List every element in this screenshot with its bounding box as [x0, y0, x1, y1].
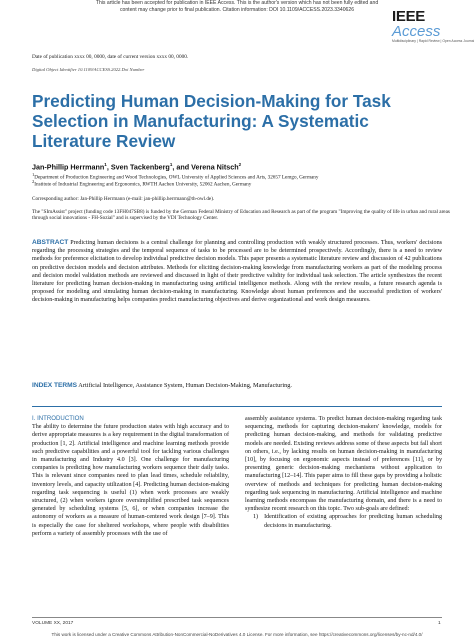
left-column — [32, 415, 229, 538]
logo-access: Access — [392, 23, 441, 40]
affiliation-2 — [32, 179, 452, 188]
author-2: Sven Tackenberg — [110, 162, 170, 172]
author-3-sup: 2 — [238, 162, 242, 167]
footer-divider — [32, 617, 442, 618]
abstract-text: Predicting human decisions is a central challenge for planning and controlling production with weakly structured processes. Thus, workers' decisions regarding the processing strategies and the temporal sequence of tasks to be processed are to be determined prospectively. Accordingly, there is a need to review methods for preference elicitation to develop individual predictive decision models. This paper presents a systematic literature review and discussion of 42 publications on predictive decision models and decision attributes. Methods for eliciting decision-making knowledge from manufacturing workers as part of the modeling process and decision model validation methods are reviewed and discussed in light of their predictive validity for individual task selection. The article synthesizes the recent literature for predicting human decision-making in manufacturing using artificial intelligence methods. Along with the review results, a future research agenda is proposed for modeling and simulating human decision-making in manufacturing. Knowledge about human preferences and the successful prediction of workers' decision-making in manufacturing helps companies predict manufacturing objectives and derive organizational and work design measures. — [32, 240, 442, 304]
section-divider — [32, 406, 442, 407]
footer-page-number: 1 — [438, 621, 441, 626]
aff2-text: Institute of Industrial Engineering and Ergonomics, RWTH Aachen University, 52062 Aachen, Germany — [34, 181, 252, 188]
abstract-label: ABSTRACT — [32, 239, 69, 246]
abstract — [32, 239, 442, 305]
list-item-text: Identification of existing approaches for predicting human scheduling decisions in manufacturing. — [264, 514, 442, 529]
logo-ieee: IEEE — [392, 8, 425, 25]
author-1-sup: 1 — [104, 162, 107, 167]
license-notice: This work is licensed under a Creative Commons Attribution-NonCommercial-NoDerivatives 4.0 License. For more information, see https://creativecommons.org/licenses/by-nc-nd/4.0/ — [51, 632, 423, 637]
funding-note: The "SImAssist" project (funding code 13FH047SB8) is funded by the German Federal Ministry of Education and Research as part of the program "Improving the quality of life in urban and rural areas through social innovations - FH-Sozial" and is supervised by the VDI Technology Center. — [32, 209, 450, 222]
intro-left-text: The ability to determine the future production states with high accuracy and to derive appropriate measures is a key requirement in the digital transformation of production [1, 2]. Artificial intelligence and machine learning methods provide such predictive capabilities and a powerful tool for tackling various challenges in manufacturing and Industry 4.0 [3]. One challenge for manufacturing companies is predicting how manufacturing workers sequence their daily tasks. This is relevant since companies need to plan lead times, schedule reliability, inventory levels, and capacity utilization [4]. Predicting human decision-making regarding task sequencing is useful (1) when work processes are weakly structured, (2) when workers ignore oversimplified prescribed task sequences generated by scheduling systems [5, 6], or when companies increase the autonomy of workers as a measure of human-centered work design [7–9]. This is especially the case for sheltered workshops, where people with disabilities perform a variety of assembly processes with the use of — [32, 424, 229, 537]
doi-line: Digital Object Identifier 10.1109/ACCESS.2022.Doi Number — [32, 67, 145, 72]
aff1-sup: 1 — [32, 172, 35, 177]
intro-right-text: assembly assistance systems. To predict human decision-making regarding task sequencing, methods for capturing decision-makers' knowledge, models for predicting human decision-making, and methods for validating predictive models are needed. Existing reviews address some of these aspects but fall short on others, i.e., by lacking results on human decision-making in manufacturing [10], by focusing on ergonomic aspects instead of preferences [11], or by presenting generic decision-making mechanisms without application to manufacturing [12–14]. This paper aims to fill these gaps by providing a holistic overview of methods and techniques for predicting human decision-making regarding task sequencing in manufacturing. Artificial intelligence and machine learning methods encompass the manufacturing domain, and there is a need to synthesize recent research on this topic. Two sub-goals are defined: — [245, 416, 442, 513]
right-column — [245, 415, 442, 530]
author-1: Jan-Phillip Herrmann — [32, 162, 105, 172]
logo-tagline: Multidisciplinary | Rapid Review | Open Access Journal — [392, 39, 474, 43]
paper-title: Predicting Human Decision-Making for Task Selection in Manufacturing: A Systematic Literature Review — [32, 91, 391, 151]
ieee-access-logo — [392, 8, 474, 44]
aff1-text: Department of Production Engineering and Wood Technologies, OWL University of Applied Sciences and Arts, 32657 Lemgo, Germany — [34, 174, 319, 181]
index-terms — [32, 382, 452, 389]
list-item — [245, 513, 442, 529]
top-notice-line2: content may change prior to final publication. Citation information: DOI 10.1109/ACCESS.2023.3340626 — [119, 6, 355, 13]
section-heading-introduction: I. INTRODUCTION — [32, 415, 84, 422]
author-3: Verena Nitsch — [191, 162, 239, 172]
list-item-number: 1) — [253, 514, 259, 521]
top-notice-line1: This article has been accepted for publication in IEEE Access. This is the author's version which has not been fully edited and — [95, 0, 379, 6]
author-sep-1: , — [106, 162, 111, 172]
footer-volume: VOLUME XX, 2017 — [32, 621, 74, 626]
publication-date: Date of publication xxxx 00, 0000, date of current version xxxx 00, 0000. — [32, 54, 189, 60]
corresponding-author: Corresponding author: Jan-Phillip Herrmann (e-mail: jan-phillip.herrmann@th-owl.de). — [32, 196, 215, 202]
author-list — [32, 162, 241, 171]
author-sep-2: , and — [172, 162, 192, 172]
logo-wordmark — [392, 9, 466, 39]
index-terms-label: INDEX TERMS — [32, 382, 78, 389]
author-2-sup: 1 — [169, 162, 173, 167]
index-terms-text: Artificial Intelligence, Assistance System, Human Decision-Making, Manufacturing. — [78, 382, 292, 389]
aff2-sup: 2 — [32, 179, 35, 184]
